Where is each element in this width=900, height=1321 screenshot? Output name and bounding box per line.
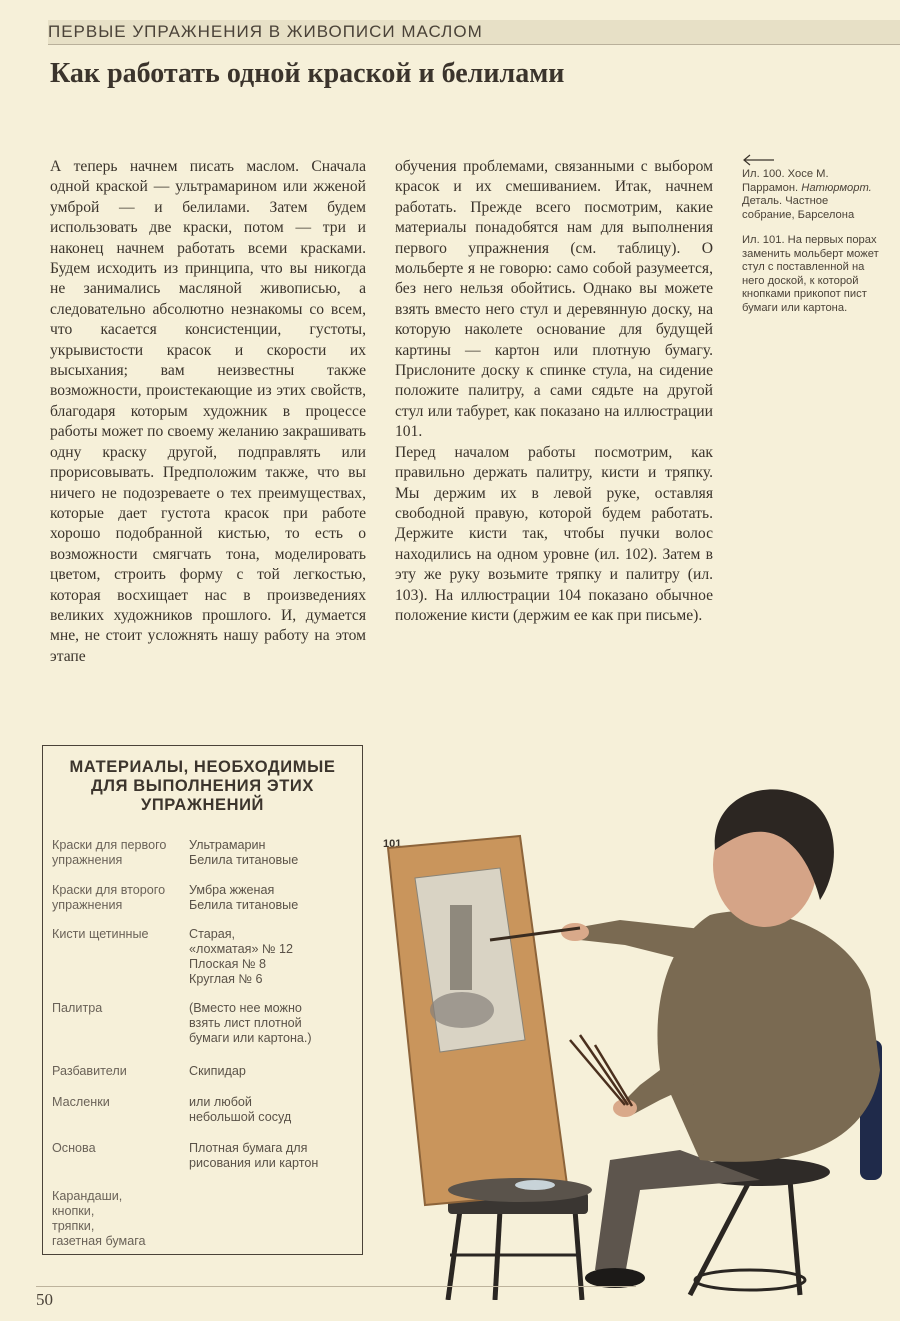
materials-row: Краски для второго упражнения Умбра жженая Белила титановые [52, 883, 299, 912]
palette-icon [448, 1178, 592, 1202]
body-column-left [50, 157, 366, 667]
materials-row: Краски для первого упражнения Ультрамарин Белила титановые [52, 838, 299, 867]
artist-hand [561, 923, 589, 941]
body-paragraph: А теперь начнем писать маслом. Сначала одной краской — ультрамарином или жженой умброй — и белилами. Затем будем использовать две краски, потом — три и наконец начнем работать всеми красками. Будем исходить из принципа, что вы никогда не занимались масляной живописью, а следовательно абсолютно незнакомы со всем, что касается консистенции, густоты, укрывистости красок и скорости их высыхания; вам неизвестны также возможности, проистекающие из этих свойств, благодаря которым художник в процессе работы может по своему желанию закрашивать одну краску другой, подправлять или прорисовывать. Предположим также, что вы ничего не подозреваете о тех преимуществах, которые дает густота красок при работе хорошо подобранной кистью, то есть о возможности смягчать тона, моделировать цветом, строить форму с той легкостью, которая восхищает нас в произведениях великих художников прошлого. И, думается мне, не стоит усложнять нашу работу на этом этапе [50, 158, 366, 665]
figure-number: 101 [383, 838, 402, 850]
artist-shoe [585, 1268, 645, 1288]
still-life-objects [430, 992, 494, 1028]
materials-row: Карандаши, кнопки, тряпки, газетная бумага [52, 1189, 146, 1248]
materials-box [42, 745, 363, 1255]
caption-100: Ил. 100. Хосе М. Паррамон. Натюрморт. Деталь. Частное собрание, Барселона [742, 168, 872, 221]
illustration-artist-at-easel [370, 740, 900, 1300]
paint-dab [515, 1180, 555, 1190]
body-paragraph: обучения проблемами, связанными с выбором красок и их смешиванием. Итак, начнем работать. Прежде всего посмотрим, какие материалы понадобятся нам для выполнения первого упражнения (см. таблицу). О мольберте я не говорю: само собой разумеется, без него нельзя обойтись. Однако вы можете взять вместо него стул и деревянную доску, на которую наколете основание для будущей картины — картон или плотную бумагу. Прислоните доску к спинке стула, на сидение положите палитру, а сами сядьте на другой стул или табурет, как показано на иллюстрации 101. [395, 158, 713, 441]
caption-101: Ил. 101. На первых порах заменить мольберт может стул с поставленной на него доской, к которой кнопками прикопот пист бумаги или картона. [742, 234, 879, 314]
materials-row: Основа Плотная бумага для рисования или картон [52, 1141, 319, 1170]
bottom-rule [36, 1286, 636, 1287]
brushes-bundle-icon [570, 1035, 632, 1106]
artist-stool-icon [690, 1180, 805, 1295]
running-head-text: ПЕРВЫЕ УПРАЖНЕНИЯ В ЖИВОПИСИ МАСЛОМ [48, 22, 483, 41]
page-title: Как работать одной краской и белилами [50, 58, 565, 89]
left-arrow-icon [742, 154, 776, 166]
materials-table [52, 838, 352, 1249]
materials-row: Кисти щетинные Старая, «лохматая» № 12 Плоская № 8 Круглая № 6 [52, 927, 294, 986]
materials-heading: МАТЕРИАЛЫ, НЕОБХОДИМЫЕ ДЛЯ ВЫПОЛНЕНИЯ ЭТИХ УПРАЖНЕНИЙ [69, 758, 336, 814]
materials-row: Масленки или любой небольшой сосуд [52, 1095, 292, 1124]
materials-row: Разбавители Скипидар [52, 1064, 246, 1078]
body-paragraph: Перед началом работы посмотрим, как правильно держать палитру, кисти и тряпку. Мы держим их в левой руке, оставляя свободной правую, которой будем работать. Держите кисти так, чтобы пучки волос находились на одном уровне (ил. 102). Затем в эту же руку возьмите тряпку и палитру (ил. 103). На иллюстрации 104 показано обычное положение кисти (держим ее как при письме). [395, 443, 713, 624]
page-number: 50 [36, 1290, 53, 1309]
still-life-bottle [450, 905, 472, 990]
captions [742, 154, 882, 327]
body-column-middle [395, 157, 713, 626]
artist-arm [575, 920, 710, 965]
running-head [48, 20, 900, 45]
materials-row: Палитра (Вместо нее можно взять лист плотной бумаги или картона.) [52, 1001, 312, 1045]
